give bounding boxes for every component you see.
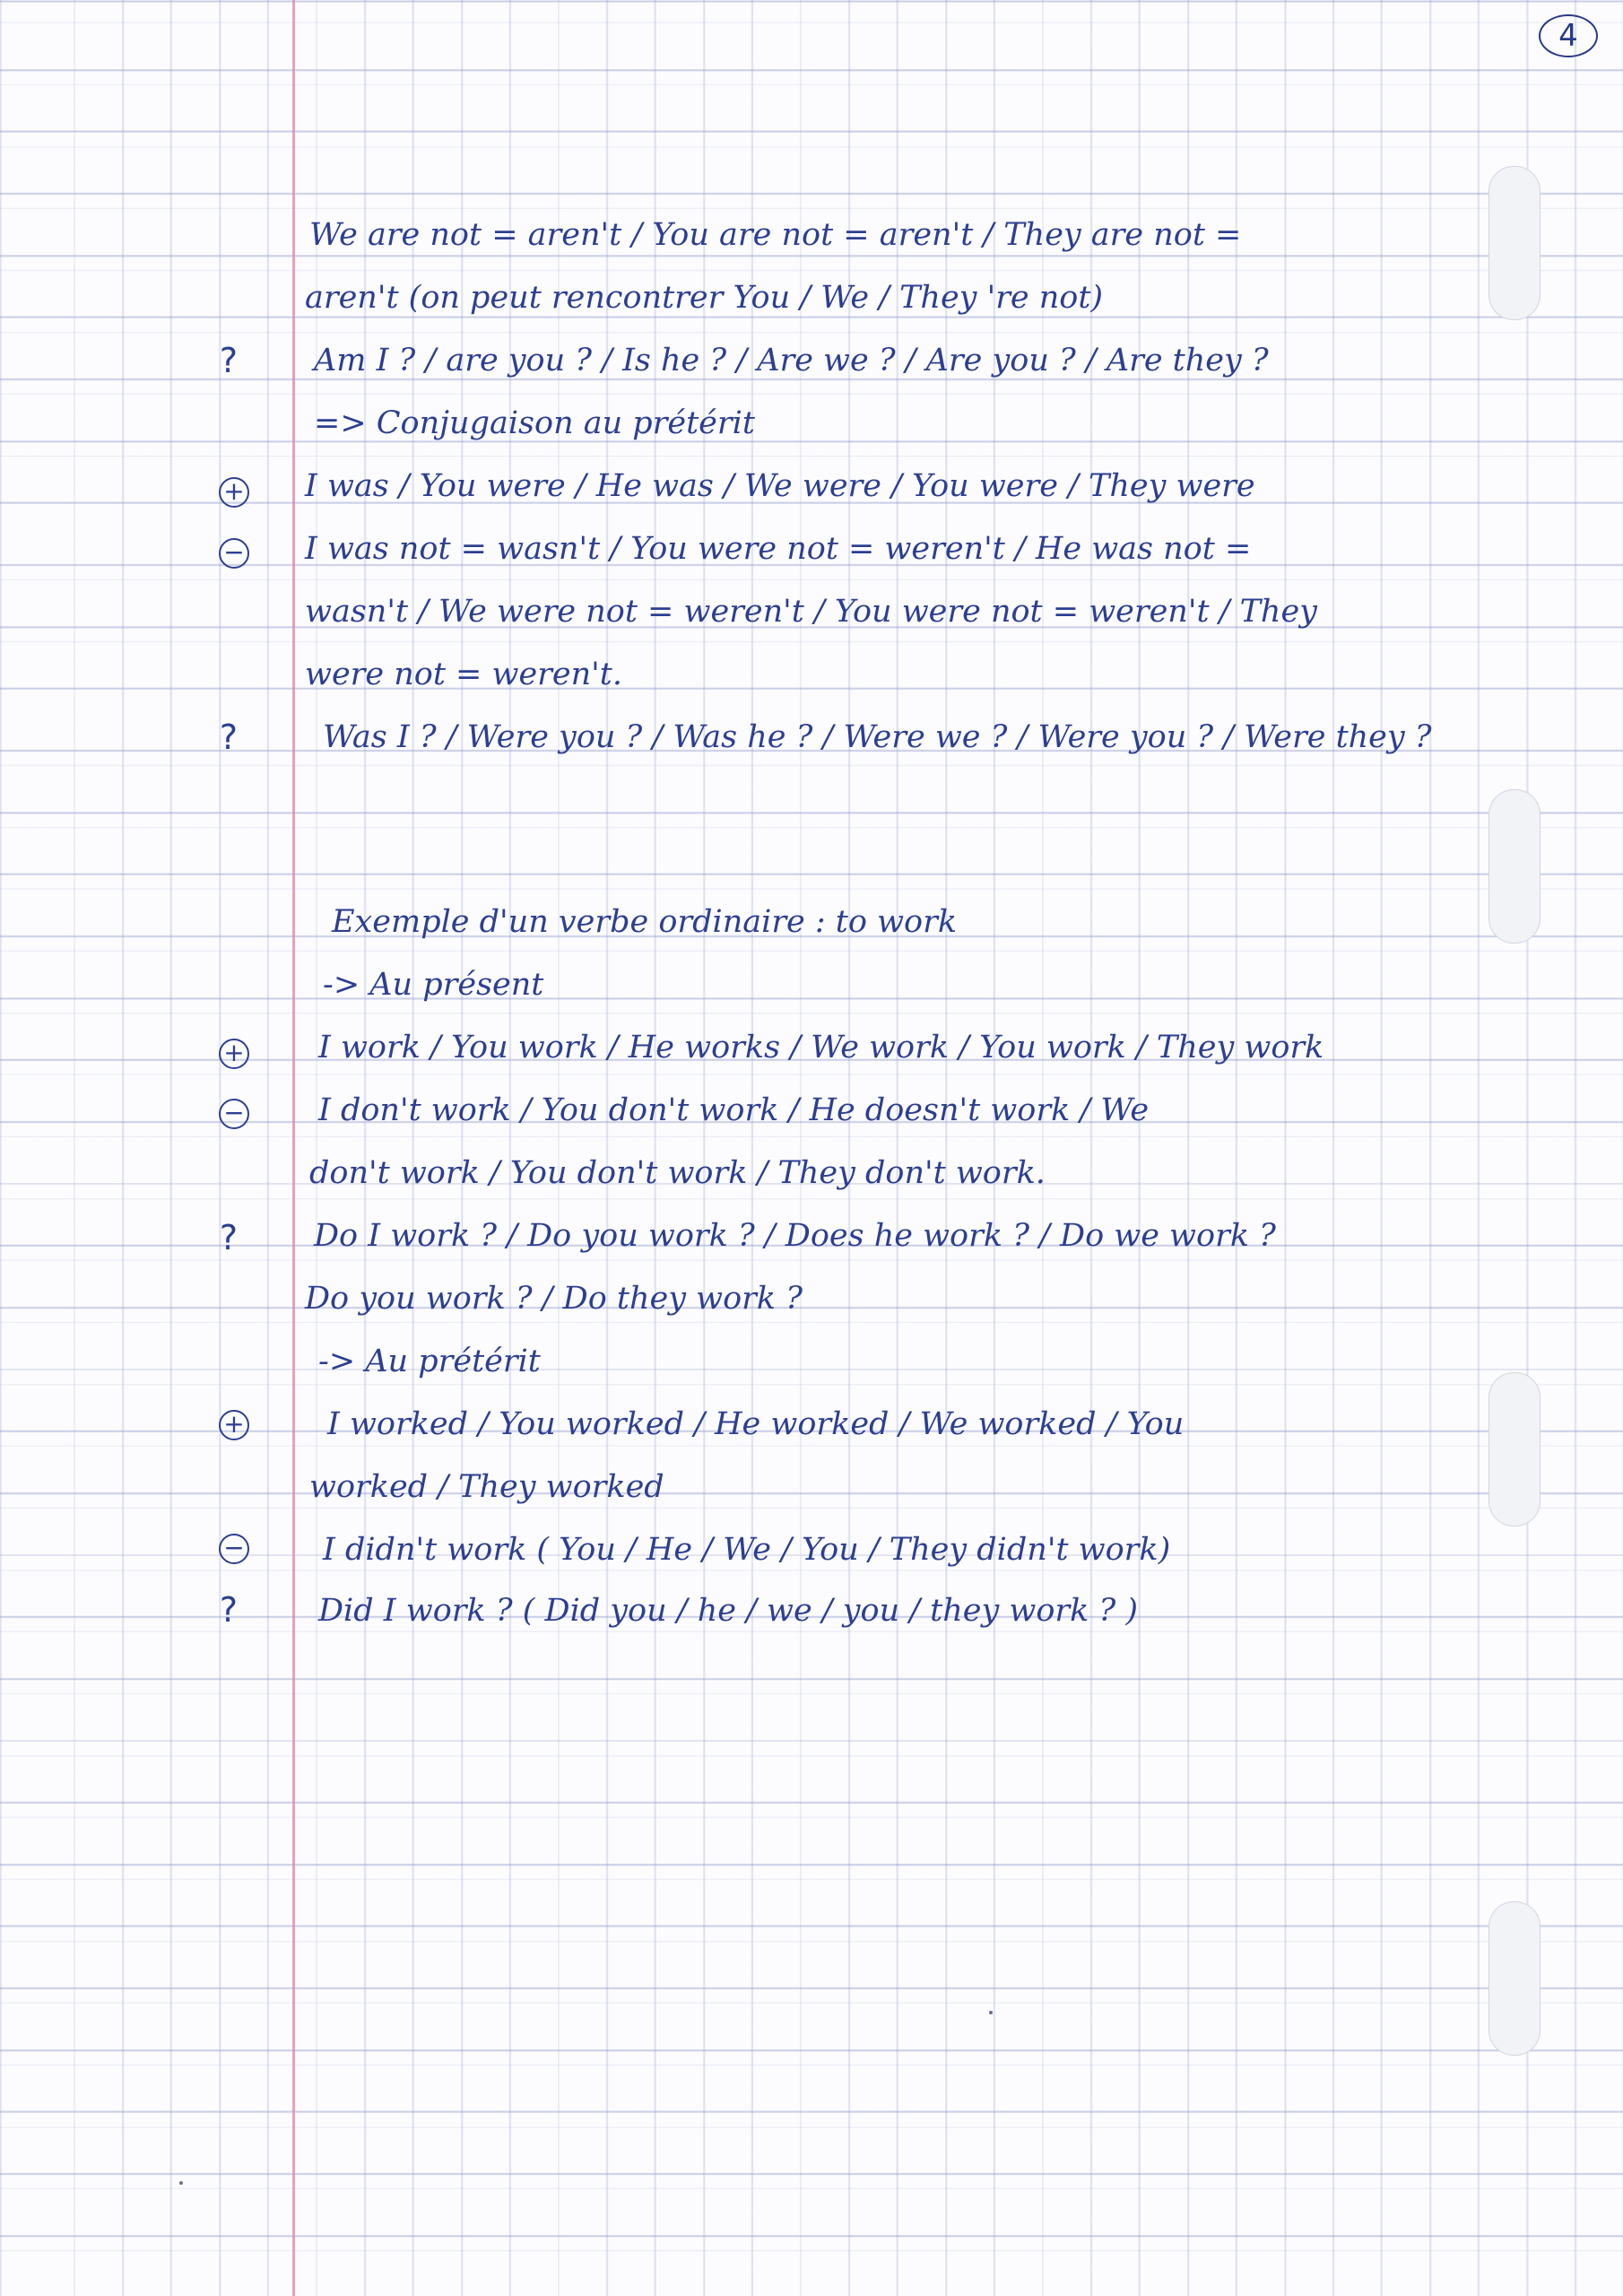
affirmative-marker: + — [219, 477, 249, 508]
handwritten-line: Did I work ? ( Did you / he / we / you / they work ? ) — [318, 1593, 1139, 1629]
affirmative-marker: + — [219, 1039, 249, 1069]
handwritten-line: Am I ? / are you ? / Is he ? / Are we ? / Are you ? / Are they ? — [314, 343, 1269, 378]
affirmative-marker: + — [219, 1410, 249, 1440]
handwritten-line: don't work / You don't work / They don't work. — [309, 1155, 1046, 1191]
negative-marker: − — [219, 1534, 249, 1564]
handwritten-line: I work / You work / He works / We work / You work / They work — [318, 1030, 1324, 1065]
handwritten-line: were not = weren't. — [305, 657, 622, 692]
handwritten-line: Was I ? / Were you ? / Was he ? / Were we ? / Were you ? / Were they ? — [323, 719, 1432, 755]
question-marker: ? — [219, 1590, 239, 1630]
margin-line — [292, 0, 295, 2296]
handwritten-line: Exemple d'un verbe ordinaire : to work — [332, 904, 958, 940]
binder-hole — [1488, 166, 1541, 320]
question-marker: ? — [219, 718, 239, 757]
handwritten-line: worked / They worked — [309, 1469, 664, 1505]
handwritten-line: Do I work ? / Do you work ? / Does he work ? / Do we work ? — [314, 1218, 1276, 1254]
handwritten-line: => Conjugaison au prétérit — [314, 405, 755, 441]
page-number: 4 — [1539, 14, 1598, 57]
handwritten-line: I worked / You worked / He worked / We worked / You — [327, 1406, 1185, 1442]
binder-hole — [1488, 1372, 1541, 1526]
handwritten-line: I don't work / You don't work / He doesn't work / We — [318, 1092, 1150, 1128]
handwritten-line: -> Au prétérit — [318, 1344, 541, 1379]
question-marker: ? — [219, 341, 239, 380]
handwritten-line: -> Au présent — [323, 967, 544, 1003]
negative-marker: − — [219, 538, 249, 569]
question-marker: ? — [219, 1218, 239, 1257]
handwritten-line: aren't (on peut rencontrer You / We / They 're not) — [305, 280, 1104, 316]
paper-speck — [989, 2011, 993, 2014]
binder-hole — [1488, 789, 1541, 944]
handwritten-line: I didn't work ( You / He / We / You / They didn't work) — [323, 1532, 1171, 1568]
handwritten-line: wasn't / We were not = weren't / You were not = weren't / They — [305, 594, 1317, 630]
handwritten-line: I was not = wasn't / You were not = weren't / He was not = — [305, 531, 1252, 567]
paper-speck — [179, 2181, 183, 2185]
handwritten-line: Do you work ? / Do they work ? — [305, 1281, 803, 1317]
negative-marker: − — [219, 1099, 249, 1129]
binder-hole — [1488, 1901, 1541, 2056]
handwritten-line: I was / You were / He was / We were / You were / They were — [305, 468, 1255, 504]
handwritten-line: We are not = aren't / You are not = aren't / They are not = — [309, 217, 1242, 253]
